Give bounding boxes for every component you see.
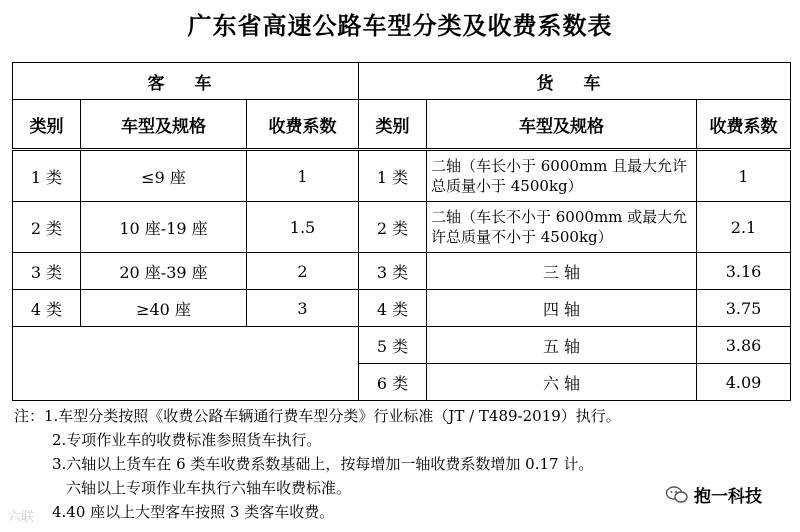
passenger-section-header: 客 车	[13, 63, 359, 100]
page-title: 广东省高速公路车型分类及收费系数表	[187, 11, 613, 40]
passenger-coef: 3	[247, 290, 359, 327]
table-row	[13, 327, 791, 364]
col-header-coef: 收费系数	[247, 100, 359, 150]
passenger-category: 2 类	[13, 202, 81, 253]
cargo-coef: 1	[697, 150, 791, 202]
cargo-category: 3 类	[359, 253, 427, 290]
col-header-model: 车型及规格	[427, 100, 697, 150]
passenger-category: 3 类	[13, 253, 81, 290]
table-row	[13, 202, 791, 253]
table-row	[13, 290, 791, 327]
notes	[14, 404, 621, 524]
cargo-coef: 3.16	[697, 253, 791, 290]
table-row	[13, 253, 791, 290]
col-header-category: 类别	[13, 100, 81, 150]
wechat-icon	[666, 486, 688, 504]
passenger-coef: 1.5	[247, 202, 359, 253]
passenger-model: ≤9 座	[81, 150, 247, 202]
cargo-category: 2 类	[359, 202, 427, 253]
cargo-model: 二轴（车长不小于 6000mm 或最大允许总质量不小于 4500kg）	[427, 202, 697, 253]
note-line: 2.专项作业车的收费标准参照货车执行。	[52, 431, 322, 449]
cargo-coef: 3.75	[697, 290, 791, 327]
cargo-category: 1 类	[359, 150, 427, 202]
col-header-model: 车型及规格	[81, 100, 247, 150]
note-line: 3.六轴以上货车在 6 类车收费系数基础上，按每增加一轴收费系数增加 0.17 计。	[52, 455, 594, 473]
col-header-coef: 收费系数	[697, 100, 791, 150]
passenger-category: 1 类	[13, 150, 81, 202]
passenger-category: 4 类	[13, 290, 81, 327]
note-line: 注：1.车型分类按照《收费公路车辆通行费车型分类》行业标准（JT / T489-2019）执行。	[14, 407, 621, 425]
cargo-category: 6 类	[359, 364, 427, 401]
watermark-faint: 六联	[8, 510, 35, 525]
vehicle-toll-table	[12, 62, 791, 401]
watermark-text: 抱一科技	[694, 487, 762, 507]
cargo-coef: 2.1	[697, 202, 791, 253]
cargo-category: 5 类	[359, 327, 427, 364]
passenger-coef: 1	[247, 150, 359, 202]
passenger-model: 10 座-19 座	[81, 202, 247, 253]
note-line: 六轴以上专项作业车执行六轴车收费标准。	[66, 479, 352, 497]
passenger-model: 20 座-39 座	[81, 253, 247, 290]
empty-passenger-cell	[13, 327, 359, 401]
col-header-category: 类别	[359, 100, 427, 150]
note-line: 4.40 座以上大型客车按照 3 类客车收费。	[52, 503, 335, 521]
passenger-model: ≥40 座	[81, 290, 247, 327]
cargo-model: 五 轴	[427, 327, 697, 364]
cargo-model: 四 轴	[427, 290, 697, 327]
cargo-model: 六 轴	[427, 364, 697, 401]
cargo-category: 4 类	[359, 290, 427, 327]
table-row	[13, 150, 791, 202]
cargo-model: 二轴（车长小于 6000mm 且最大允许总质量小于 4500kg）	[427, 150, 697, 202]
cargo-section-header: 货 车	[359, 63, 791, 100]
cargo-coef: 4.09	[697, 364, 791, 401]
cargo-coef: 3.86	[697, 327, 791, 364]
watermark	[666, 482, 762, 507]
passenger-coef: 2	[247, 253, 359, 290]
cargo-model: 三 轴	[427, 253, 697, 290]
